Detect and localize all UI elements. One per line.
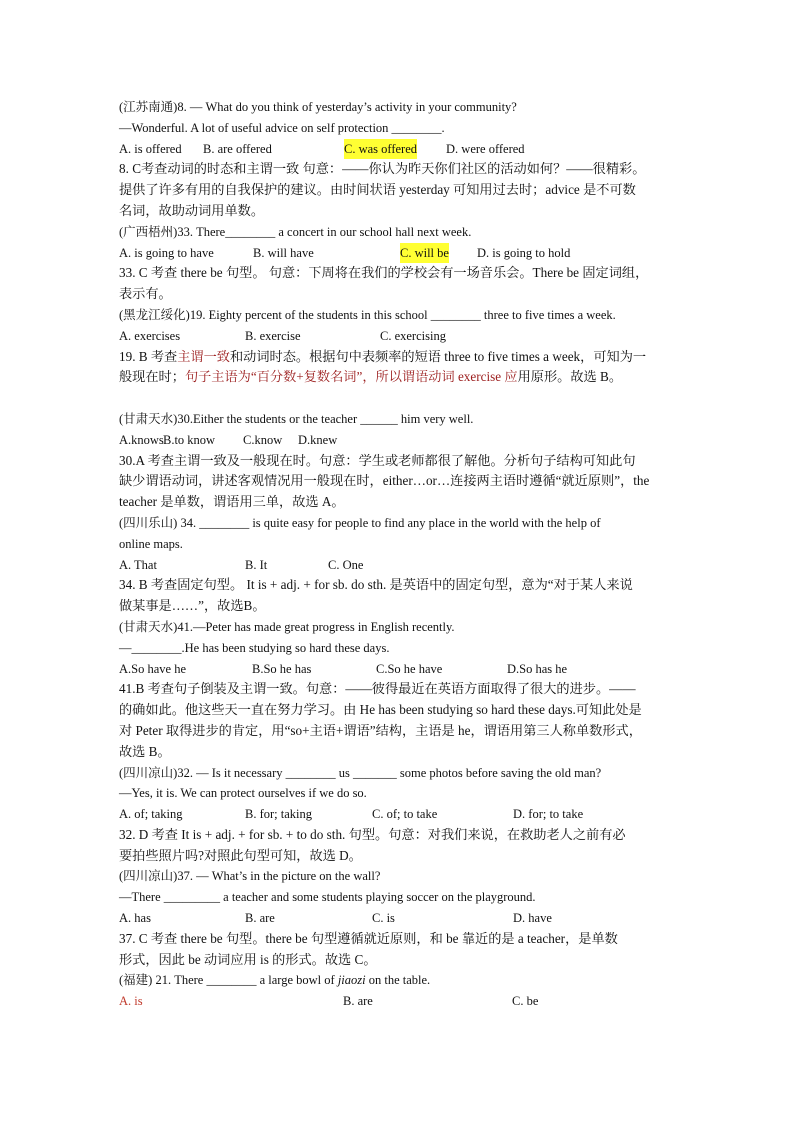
spacer (119, 388, 675, 409)
options-line (119, 243, 675, 264)
option-b: B. It (245, 557, 268, 572)
explanation-text: 用原形。故选 B。 (517, 369, 623, 385)
question-line: —Yes, it is. We can protect ourselves if we do so. (119, 786, 367, 801)
explanation-emphasis: 主谓一致 (177, 348, 230, 364)
explanation-line: 做某事是……”，故选B。 (119, 598, 266, 614)
option-a: A. is going to have (119, 245, 214, 260)
option-c: C. of; to take (372, 807, 438, 822)
option-b: B. are (245, 911, 275, 926)
question-line: (黑龙江绥化)19. Eighty percent of the students in this school ________ three to five times a week. (119, 307, 616, 322)
option-d: D.So has he (507, 661, 568, 676)
explanation-text: 般现在时； (119, 369, 185, 385)
options-line (119, 139, 675, 160)
explanation-line: 34. B 考查固定句型。 It is + adj. + for sb. do sth. 是英语中的固定句型，意为“对于某人来说 (119, 577, 633, 593)
question-line: (广西梧州)33. There________ a concert in our school hall next week. (119, 224, 472, 239)
option-a: A. exercises (119, 328, 181, 343)
option-b: B. will have (253, 245, 314, 260)
option-a: A. of; taking (119, 807, 183, 822)
option-c: C. One (328, 557, 364, 572)
question-line: —There _________ a teacher and some students playing soccer on the playground. (119, 890, 536, 905)
explanation-line: 33. C 考查 there be 句型。 句意：下周将在我们的学校会有一场音乐会。There be 固定词组， (119, 265, 649, 281)
explanation-line: 缺少谓语动词，讲述客观情况用一般现在时，either…or…连接两主语时遵循“就近原则”，the (119, 473, 650, 489)
question-line: (四川乐山) 34. ________ is quite easy for people to find any place in the world with the help of (119, 515, 601, 530)
option-d: D. is going to hold (476, 245, 571, 260)
explanation-text: 19. B 考查 (119, 348, 178, 364)
option-b: B.to know (163, 432, 216, 447)
explanation-line: 32. D 考查 It is + adj. + for sb. + to do sth. 句型。句意：对我们来说，在救助老人之前有必 (119, 826, 626, 842)
explanation-line: 形式，因此 be 动词应用 is 的形式。故选 C。 (119, 951, 377, 967)
explanation-line: 37. C 考查 there be 句型。there be 句型遵循就近原则，和 be 靠近的是 a teacher，是单数 (119, 930, 618, 946)
option-b: B. for; taking (245, 807, 313, 822)
explanation-line: teacher 是单数，谓语用三单，故选 A。 (119, 494, 345, 510)
option-c: C.know (243, 432, 283, 447)
option-b: B. are (343, 994, 373, 1009)
options-line (119, 326, 675, 347)
explanation-emphasis: 句子主语为“百分数+复数名词”，所以谓语动词 exercise 应 (184, 369, 518, 385)
explanation-line: 30.A 考查主谓一致及一般现在时。句意：学生或老师都很了解他。分析句子结构可知此句 (119, 452, 636, 468)
question-line (119, 970, 675, 991)
option-d: D. were offered (446, 141, 525, 156)
question-line: (江苏南通)8. — What do you think of yesterday’s activity in your community? (119, 100, 517, 114)
option-a-answer: A. is (119, 994, 143, 1009)
question-line: (甘肃天水)41.—Peter has made great progress in English recently. (119, 619, 455, 634)
options-line (119, 804, 675, 825)
option-c: C.So he have (376, 661, 443, 676)
question-line: (甘肃天水)30.Either the students or the teacher ______ him very well. (119, 411, 474, 426)
option-d: D. for; to take (513, 807, 584, 822)
options-line (119, 991, 675, 1012)
explanation-line: 8. C考查动词的时态和主谓一致 句意：——你认为昨天你们社区的活动如何？——很精彩。 (119, 161, 646, 177)
option-c-answer: C. was offered (344, 139, 417, 160)
question-line: online maps. (119, 536, 183, 551)
question-line: —Wonderful. A lot of useful advice on self protection ________. (119, 120, 445, 135)
question-text: (福建) 21. There ________ a large bowl of (119, 973, 338, 988)
option-a: A. That (119, 557, 157, 572)
option-c: C. exercising (380, 328, 446, 343)
question-line: (四川凉山)32. — Is it necessary ________ us _______ some photos before saving the old man? (119, 765, 602, 780)
option-c-answer: C. will be (400, 243, 449, 264)
explanation-line: 表示有。 (119, 286, 172, 302)
option-d: D.knew (298, 432, 338, 447)
explanation-line: 41.B 考查句子倒装及主谓一致。句意：——彼得最近在英语方面取得了很大的进步。—— (119, 681, 636, 697)
options-line (119, 555, 675, 576)
explanation-line: 要拍些照片吗?对照此句型可知，故选 D。 (119, 847, 362, 863)
option-c: C. be (512, 994, 539, 1009)
explanation-line (119, 347, 675, 368)
option-a: A.So have he (119, 661, 186, 676)
option-b: B. are offered (203, 141, 272, 156)
question-line: —________.He has been studying so hard these days. (119, 640, 390, 655)
option-b: B. exercise (245, 328, 301, 343)
options-line (119, 908, 675, 929)
explanation-line: 名词，故助动词用单数。 (119, 202, 265, 218)
options-line (119, 430, 675, 451)
explanation-line: 故选 B。 (119, 743, 171, 759)
question-italic-word: jiaozi (337, 973, 366, 988)
explanation-line: 提供了许多有用的自我保护的建议。由时间状语 yesterday 可知用过去时；advice 是不可数 (119, 182, 636, 198)
exercise-content (119, 97, 675, 1012)
explanation-line: 的确如此。他这些天一直在努力学习。由 He has been studying so hard these days.可知此处是 (119, 702, 642, 718)
option-d: D. have (513, 911, 552, 926)
question-text: on the table. (365, 973, 431, 988)
option-a: A. is offered (119, 141, 182, 156)
option-a: A. has (119, 911, 151, 926)
explanation-line (119, 367, 675, 388)
option-b: B.So he has (252, 661, 312, 676)
options-line (119, 659, 675, 680)
explanation-text: 和动词时态。根据句中表频率的短语 three to five times a week，可知为一 (230, 348, 647, 364)
option-a: A.knows (119, 432, 164, 447)
option-c: C. is (372, 911, 395, 926)
question-line: (四川凉山)37. — What’s in the picture on the wall? (119, 869, 381, 884)
explanation-line: 对 Peter 取得进步的肯定，用“so+主语+谓语”结构，主语是 he，谓语用第三人称单数形式， (119, 722, 642, 738)
